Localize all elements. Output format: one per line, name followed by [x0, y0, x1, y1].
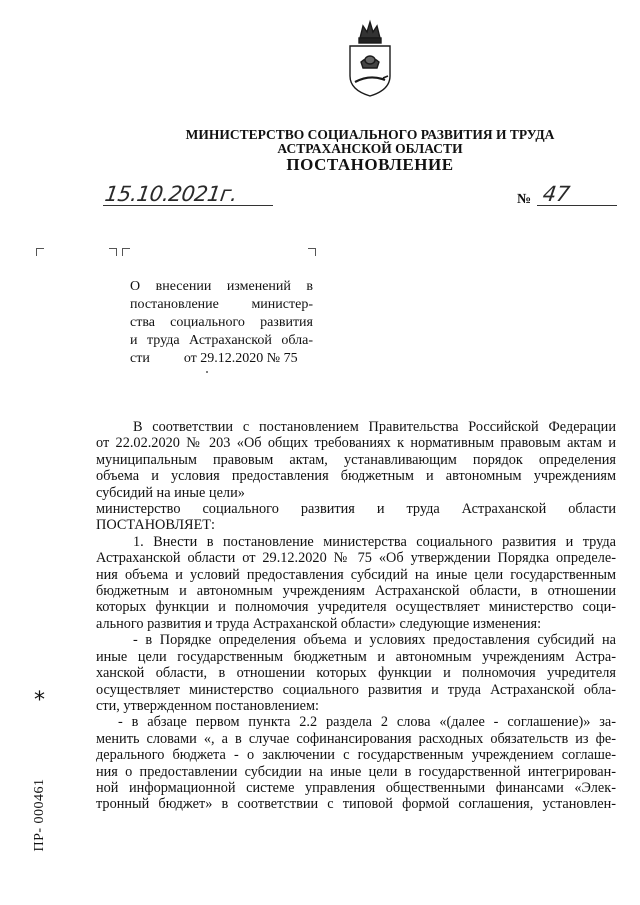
- body-line: Астраханской области от 29.12.2020 № 75 «Об утверждении Порядка определе-: [96, 550, 616, 567]
- document-number: 47: [541, 182, 572, 206]
- body-line: 1. Внести в постановление министерства социального развития и труда: [133, 533, 616, 550]
- body-line: ния о предоставлении субсидии на иные цели в государственной интегрирован-: [96, 763, 616, 780]
- body-line: - в абзаце первом пункта 2.2 раздела 2 слова «(далее - соглашение)» за-: [118, 714, 616, 731]
- body-line: министерство социального развития и труда Астраханской области: [96, 501, 616, 518]
- scan-speck: [206, 371, 208, 373]
- registration-stamp: [28, 770, 52, 860]
- subject-line: ства социального развития: [130, 315, 313, 330]
- body-line: В соответствии с постановлением Правительства Российской Федерации: [133, 419, 616, 435]
- body-line: от 22.02.2020 № 203 «Об общих требованиях к нормативным правовым актам и: [96, 435, 616, 452]
- number-underline: [537, 205, 617, 206]
- corner-mark: [122, 248, 130, 256]
- ministry-name-line2: АСТРАХАНСКОЙ ОБЛАСТИ: [277, 141, 463, 156]
- corner-mark: [109, 248, 117, 256]
- document-date-field: [103, 182, 273, 210]
- body-line: муниципальным правовым актам, устанавливающим порядок определения: [96, 451, 616, 468]
- subject-line-start: сти: [130, 351, 150, 366]
- subject-line: постановление министер-: [130, 297, 313, 312]
- document-number-field: [537, 182, 617, 210]
- corner-mark: [36, 248, 44, 256]
- body-line: ханской области, в отношении которых функции и полномочия учредителя: [96, 665, 616, 682]
- number-sign: №: [517, 192, 532, 207]
- document-body: [96, 419, 616, 813]
- document-date: 15.10.2021г.: [103, 182, 239, 206]
- date-underline: [103, 205, 273, 206]
- body-line: ной информационной системе управления общественными финансами «Элек-: [96, 779, 616, 796]
- body-line: тронный бюджет» в соответствии с типовой формой соглашения, установлен-: [96, 796, 616, 813]
- coat-of-arms-emblem: [345, 18, 395, 98]
- subject-line-end: от 29.12.2020 № 75: [183, 351, 298, 366]
- body-line: объема и условия предоставления бюджетным и автономным учреждениям: [96, 468, 616, 485]
- subject-line: и труда Астраханской обла-: [130, 333, 313, 348]
- body-line: ния объема и условий предоставления субсидий на иные цели государственным: [96, 566, 616, 583]
- body-line: менить словами «, а в случае софинансирования расходных обязательств из фе-: [96, 730, 616, 747]
- body-line: ального развития и труда Астраханской области» следующие изменения:: [96, 615, 542, 632]
- body-line: сти, утвержденном постановлением:: [96, 697, 320, 714]
- body-line: ПОСТАНОВЛЯЕТ:: [96, 517, 216, 534]
- body-line: иные цели государственным бюджетным и автономным учреждениям Астра-: [96, 648, 616, 665]
- body-line: дерального бюджета - о заключении с государственным учреждением соглаше-: [96, 747, 616, 764]
- corner-mark: [308, 248, 316, 256]
- body-line: которых функции и полномочия учредителя осуществляет министерство соци-: [96, 599, 616, 616]
- document-type-title: ПОСТАНОВЛЕНИЕ: [286, 155, 454, 174]
- registration-number: ПР- 000461: [32, 778, 47, 852]
- subject-line: О внесении изменений в: [130, 279, 313, 294]
- body-line: субсидий на иные цели»: [96, 484, 245, 501]
- subject-line-last: [130, 350, 313, 368]
- body-line: - в Порядке определения объема и условиях предоставления субсидий на: [133, 632, 616, 649]
- document-subject: [130, 278, 313, 368]
- margin-asterisk: *: [34, 688, 45, 713]
- body-line: бюджетным и автономным учреждениям Астраханской области, в отношении: [96, 583, 616, 600]
- body-line: осуществляет министерство социального развития и труда Астраханской обла-: [96, 681, 616, 698]
- ministry-name-line1: МИНИСТЕРСТВО СОЦИАЛЬНОГО РАЗВИТИЯ И ТРУДА: [185, 127, 555, 142]
